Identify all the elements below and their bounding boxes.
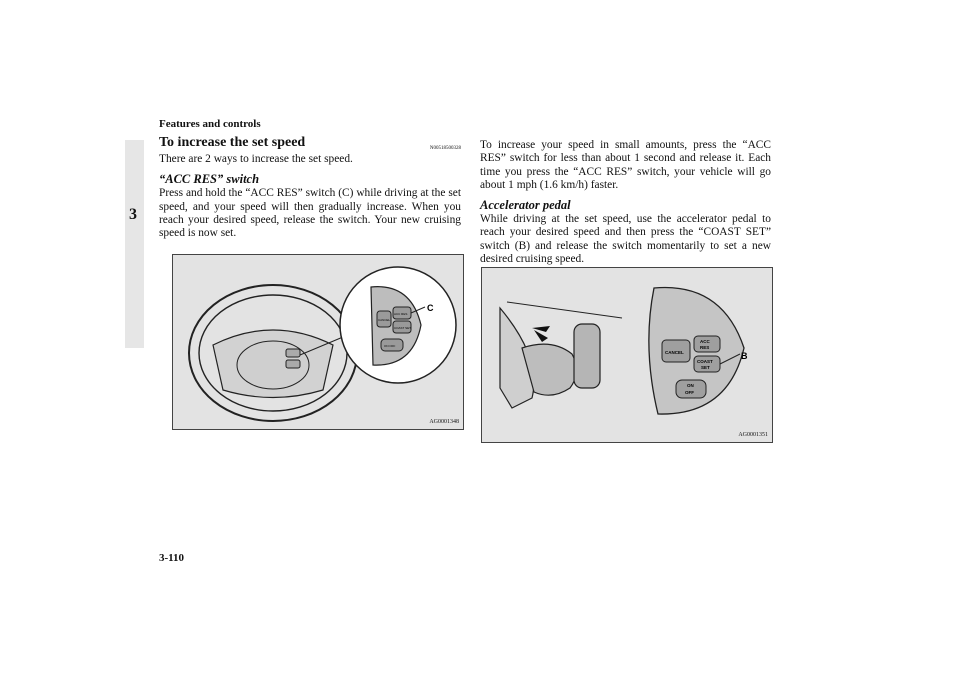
hub-switch-bottom <box>286 360 300 368</box>
right-column <box>480 139 771 267</box>
chapter-number: 3 <box>129 206 137 223</box>
section-heading-text: To increase the set speed <box>159 135 306 150</box>
acc-res-paragraph: Press and hold the “ACC RES” switch (C) while driving at the set speed, and your speed will then gradually increase. When you reach your desired speed, release the switch. Your new cruising speed is now set. <box>159 187 461 240</box>
fig1-acc-label: ACC RES <box>394 312 408 316</box>
figure2-code: AG0001351 <box>738 432 768 438</box>
pedal-shape <box>574 324 600 388</box>
floor-line <box>507 302 622 318</box>
acc-res-subheading: “ACC RES” switch <box>159 171 260 186</box>
fig2-on-line2: OFF <box>685 390 694 395</box>
section-header: Features and controls <box>159 118 261 130</box>
fig1-cancel-label: CANCEL <box>378 318 391 322</box>
steering-wheel-illustration <box>173 255 463 429</box>
fig2-cancel-label: CANCEL <box>665 350 684 355</box>
accelerator-subheading: Accelerator pedal <box>480 197 571 212</box>
callout-c: C <box>427 303 434 313</box>
figure1-code: AG0001348 <box>429 419 459 425</box>
fig2-acc-line1: ACC <box>700 339 710 344</box>
section-code: N00518500328 <box>429 146 461 151</box>
left-column <box>159 136 461 241</box>
section-heading <box>159 136 461 149</box>
page-number: 3-110 <box>159 552 185 564</box>
accelerator-illustration <box>482 268 772 442</box>
fig2-on-line1: ON <box>687 383 694 388</box>
steering-wheel-figure <box>172 254 464 430</box>
callout-b: B <box>741 351 748 361</box>
accelerator-paragraph: While driving at the set speed, use the accelerator pedal to reach your desired speed and then press the “COAST SET” switch (B) and release the switch momentarily to set a new desired cruising speed. <box>480 213 771 266</box>
fig2-coast-line2: SET <box>701 365 710 370</box>
fig1-on-label: ON OFF <box>384 344 396 348</box>
accelerator-figure <box>481 267 773 443</box>
chapter-tab <box>125 140 144 348</box>
fig1-coast-label: COAST SET <box>394 326 411 330</box>
fig2-coast-line1: COAST <box>697 359 713 364</box>
small-increase-paragraph: To increase your speed in small amounts, press the “ACC RES” switch for less than about 1 second and release it. Each time you press the “ACC RES” switch, your vehicle will go about 1 mph (1.6 km/h) faster. <box>480 139 771 192</box>
hub-switch-top <box>286 349 300 357</box>
press-arrow-icon <box>532 326 550 342</box>
fig2-acc-line2: RES <box>700 345 710 350</box>
intro-paragraph: There are 2 ways to increase the set speed. <box>159 153 353 166</box>
